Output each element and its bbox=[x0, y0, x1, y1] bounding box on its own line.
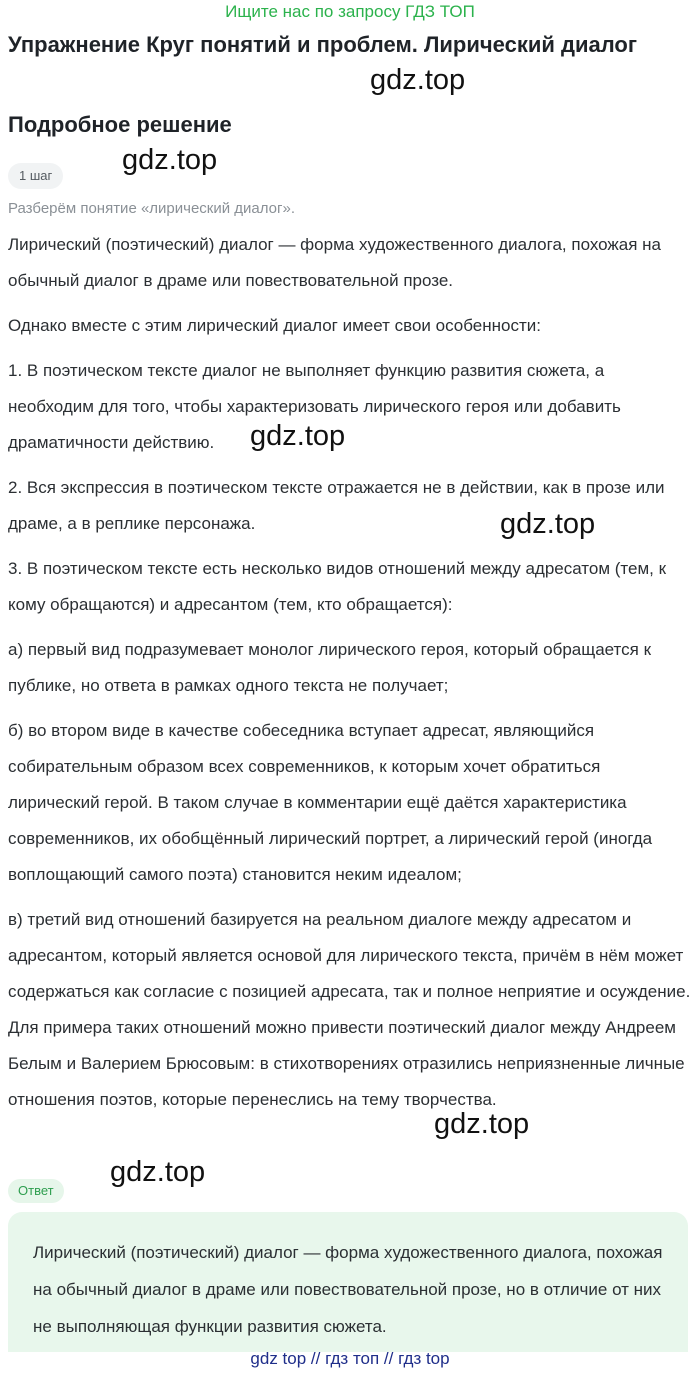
paragraph: 2. Вся экспрессия в поэтическом тексте отражается не в действии, как в прозе или драме, а в реплике персонажа. bbox=[8, 478, 665, 533]
watermark: gdz.top bbox=[500, 508, 596, 540]
search-hint-banner: Ищите нас по запросу ГДЗ ТОП bbox=[225, 2, 475, 21]
watermark: gdz.top bbox=[110, 1156, 206, 1188]
answer-badge: Ответ bbox=[8, 1179, 64, 1203]
intro-text: Разберём понятие «лирический диалог». bbox=[8, 200, 296, 217]
step-badge: 1 шаг bbox=[8, 163, 63, 189]
answer-text: Лирический (поэтический) диалог — форма художественного диалога, похожая на обычный диалог в драме или повествовательной прозе, но в отличие от них не выполняющая функции развития сюжета. bbox=[33, 1243, 663, 1336]
watermark: gdz.top bbox=[434, 1108, 530, 1140]
paragraph: Лирический (поэтический) диалог — форма художественного диалога, похожая на обычный диалог в драме или повествовательной прозе. bbox=[8, 235, 662, 290]
watermark: gdz.top bbox=[122, 144, 218, 176]
paragraph: а) первый вид подразумевает монолог лирического героя, который обращается к публике, но ответа в рамках одного текста не получает; bbox=[8, 640, 652, 695]
page-title: Упражнение Круг понятий и проблем. Лирический диалог bbox=[8, 32, 637, 57]
watermark: gdz.top bbox=[250, 420, 346, 452]
paragraph: 1. В поэтическом тексте диалог не выполняет функцию развития сюжета, а необходим для того, чтобы характеризовать лирического героя или добавить драматичности действию. bbox=[8, 361, 621, 452]
paragraph: б) во втором виде в качестве собеседника вступает адресат, являющийся собирательным образом всех современников, к которым хочет обратиться лирический герой. В таком случае в комментарии ещё даётся характеристика современников, их обобщённый лирический портрет, а лирический герой (иногда воплощающий самого поэта) становится неким идеалом; bbox=[8, 721, 653, 884]
paragraph: Однако вместе с этим лирический диалог имеет свои особенности: bbox=[8, 316, 541, 335]
paragraph: 3. В поэтическом тексте есть несколько видов отношений между адресатом (тем, к кому обращаются) и адресантом (тем, кто обращается): bbox=[8, 559, 667, 614]
section-heading: Подробное решение bbox=[8, 112, 232, 137]
watermark: gdz.top bbox=[370, 64, 466, 96]
answer-box bbox=[8, 1212, 688, 1352]
footer-links: gdz top // гдз топ // гдз top bbox=[250, 1349, 450, 1368]
paragraph: в) третий вид отношений базируется на реальном диалоге между адресатом и адресантом, который является основой для лирического текста, причём в нём может содержаться как согласие с позицией адресата, так и полное неприятие и осуждение. Для примера таких отношений можно привести поэтический диалог между Андреем Белым и Валерием Брюсовым: в стихотворениях отразились неприязненные личные отношения поэтов, которые перенеслись на тему творчества. bbox=[8, 910, 691, 1109]
